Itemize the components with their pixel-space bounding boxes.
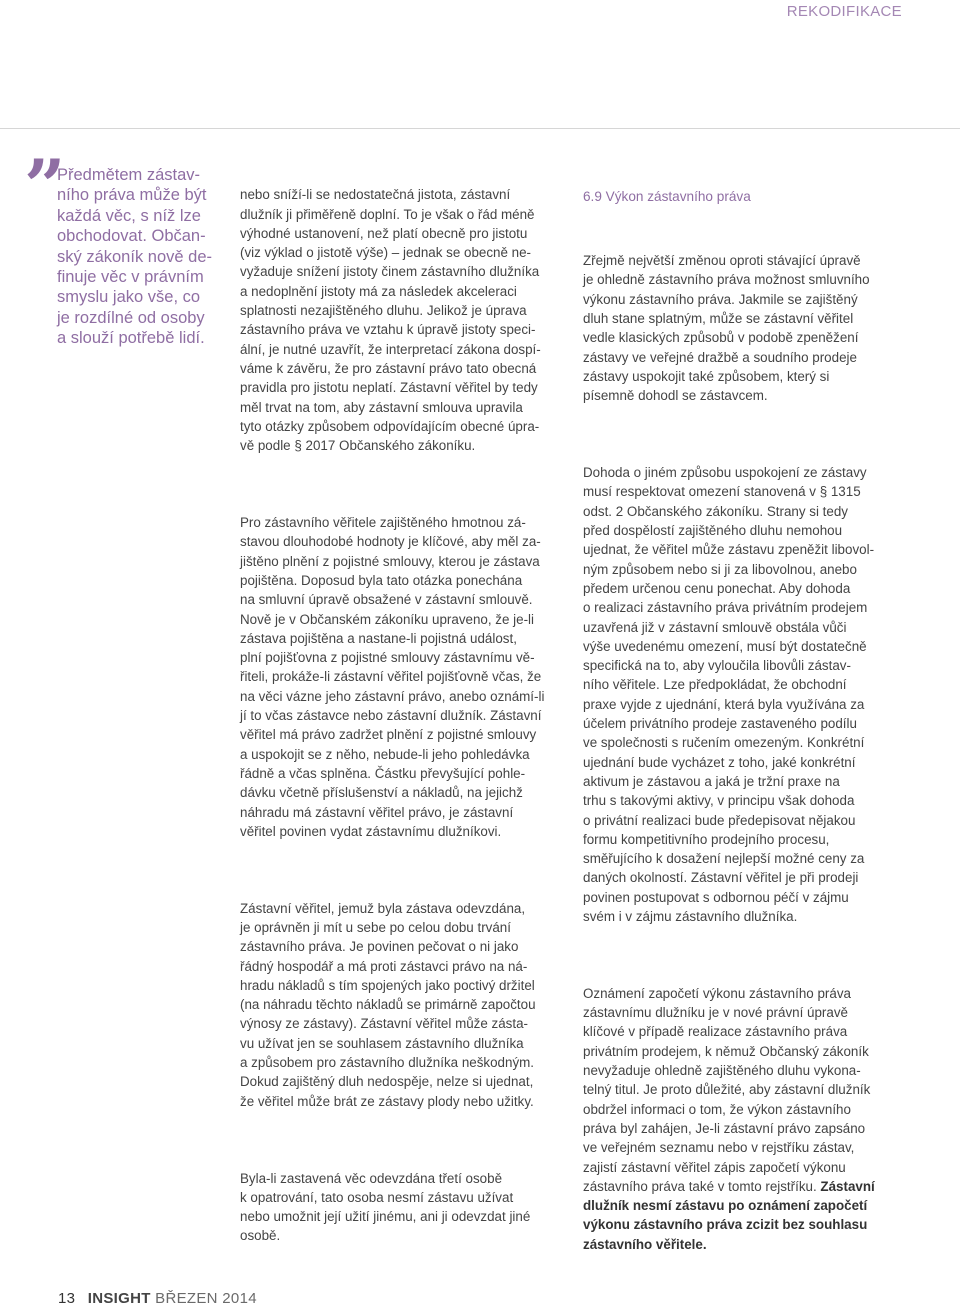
paragraph: Byla-li zastavená věc odevzdána třetí osobě k opatrování, tato osoba nesmí zástavu užívat nebo umožnit její užití jinému, ani ji odevzdat jiné osobě. — [240, 1170, 531, 1244]
paragraph: Zástavní věřitel, jemuž byla zástava odevzdána, je oprávněn ji mít u sebe po celou dobu trvání zástavního práva. Je povinen pečovat o ni jako řádný hospodář a má proti zástavci právo na ná- hradu nákladů s tím spojených jako poctivý držitel (na náhradu těchto nákladů se primárně započtou výnosy ze zástavy). Zástavní věřitel může zásta- vu užívat jen se souhlasem zástavního dlužníka a způsobem pro zástavního dlužníka neškodným. Dokud zajištěný dluh nedospěje, nelze si ujednat, že věřitel může brát ze zástavy plody nebo užitky. — [240, 900, 536, 1109]
issue-date: BŘEZEN 2014 — [155, 1290, 257, 1307]
section-heading: 6.9 Výkon zástavního práva — [583, 189, 751, 205]
paragraph: Zřejmě největší změnou oproti stávající úpravě je ohledně zástavního práva možnost smluvního výkonu zástavního práva. Jakmile se zajištěný dluh stane splatným, může se zástavní věřitel vedle klasických způsobů v podobě zpeněžení zástavy ve veřejné dražbě a soudního prodeje zástavy uspokojit také způsobem, který si písemně dohodl se zástavcem. — [583, 253, 870, 404]
paragraph: Dohoda o jiném způsobu uspokojení ze zástavy musí respektovat omezení stanovená v § 1315 odst. 2 Občanského zákoníku. Strany si tedy před dospělostí zajištěného dluhu nemohou ujednat, že věřitel může zástavu zpeněžit libovol- ným způsobem nebo si ji za libovolnou, anebo předem určenou cenu ponechat. Aby dohoda o realizaci zástavního práva privátním prodejem uzavřená již v zástavní smlouvě obstála vůči výše uvedenému omezení, musí být dostatečně specifická na to, aby vyloučila libovůli zástav- ního věřitele. Lze předpokládat, že obchodní praxe vyjde z ujednání, která byla využívána za účelem privátního prodeje zastaveného podílu ve společnosti s ručením omezeným. Konkrétní ujednání bude vycházet z toho, jaké konkrétní aktivum je zástavou a jaká je tržní praxe na trhu s takovými aktivy, v principu však dohoda o privátní realizaci bude předepisovat nějakou formu kompetitivního prodejního procesu, směřujícího k dosažení nejlepší možné ceny za daných okolností. Zástavní věřitel je při prodeji povinen postupovat s odbornou péčí v zájmu svém i v zájmu zástavního dlužníka. — [583, 465, 875, 924]
pullquote: Předmětem zástav- ního práva může být každá věc, s níž lze obchodovat. Občan- ský zákoník nově de- finuje věc v právním smyslu jako vše, co je rozdílné od osoby a slouží potřebě lidí. — [57, 166, 212, 348]
page-number: 13 — [58, 1290, 76, 1307]
right-column — [583, 168, 923, 1273]
paragraph-text: Oznámení započetí výkonu zástavního práva zástavnímu dlužníku je v nové právní úpravě klíčové v případě realizace zástavního práva privátním prodejem, k němuž Občanský zákoník nevyžaduje ohledně zajištěného dluhu vykona- telný titul. Je proto důležité, aby zástavní dlužník obdržel informaci o tom, že výkon zástavního práva byl zahájen, Je-li zástavní právo zapsáno ve veřejném seznamu nebo v rejstříku zástav, zajistí zástavní věřitel zápis započetí výkonu zástavního práva také v tomto rejstříku. — [583, 985, 871, 1194]
footer — [58, 1290, 257, 1307]
quote-icon: ” — [24, 143, 66, 228]
paragraph: Pro zástavního věřitele zajištěného hmotnou zá- stavou dlouhodobé hodnoty je klíčové, aby měl za- jištěno plnění z pojistné smlouvy, kterou je zástava pojištěna. Doposud byla tato otázka ponechána na smluvní úpravě obsažené v zástavní smlouvě. Nově je v Občanském zákoníku upraveno, že je-li zástava pojištěna a nastane-li pojistná událost, plní pojišťovna z pojistné smlouvy zástavnímu vě- řiteli, prokáže-li zástavní věřitel pojišťovně včas, že na věci vázne jeho zástavní právo, anebo oznámí-li jí to včas zástavce nebo zástavní dlužník. Zástavní věřitel má právo zadržet plnění z pojistné smlouvy a uspokojit se z něho, nebude-li jeho pohledávka řádně a včas splněna. Částku převyšující pohle- dávku včetně příslušenství a nákladů, na jejichž náhradu má zástavní věřitel právo, je zástavní věřitel povinen vydat zástavnímu dlužníkovi. — [240, 515, 545, 839]
paragraph: nebo sníží-li se nedostatečná jistota, zástavní dlužník ji přiměřeně doplní. To je však o řád méně výhodné ustanovení, než platí obecně pro jistotu (viz výklad o jistotě výše) – jednak se obecně ne- vyžaduje snížení jistoty činem zástavního dlužníka a nedoplnění jistoty má za následek akceleraci splatnosti nezajištěného dluhu. Jelikož je úprava zástavního práva ve vztahu k úpravě jistoty speci- ální, je nutné uzavřít, že interpretací zákona dospí- váme k závěru, že pro zástavní právo tato obecná pravidla pro jistotu neplatí. Zástavní věřitel by tedy měl trvat na tom, aby zástavní smlouva upravila tyto otázky způsobem odpovídajícím obecné úpra- vě podle § 2017 Občanského zákoníku. — [240, 187, 541, 454]
magazine-name: INSIGHT — [87, 1290, 151, 1307]
middle-column — [240, 166, 580, 1265]
paragraph — [583, 984, 923, 1254]
section-label: REKODIFIKACE — [786, 3, 902, 20]
header-divider — [0, 128, 960, 129]
emphasis-text: Zástavní dlužník nesmí zástavu po oznámení započetí výkonu zástavního práva zcizit bez souhlasu zástavního věřitele. — [583, 1178, 875, 1252]
